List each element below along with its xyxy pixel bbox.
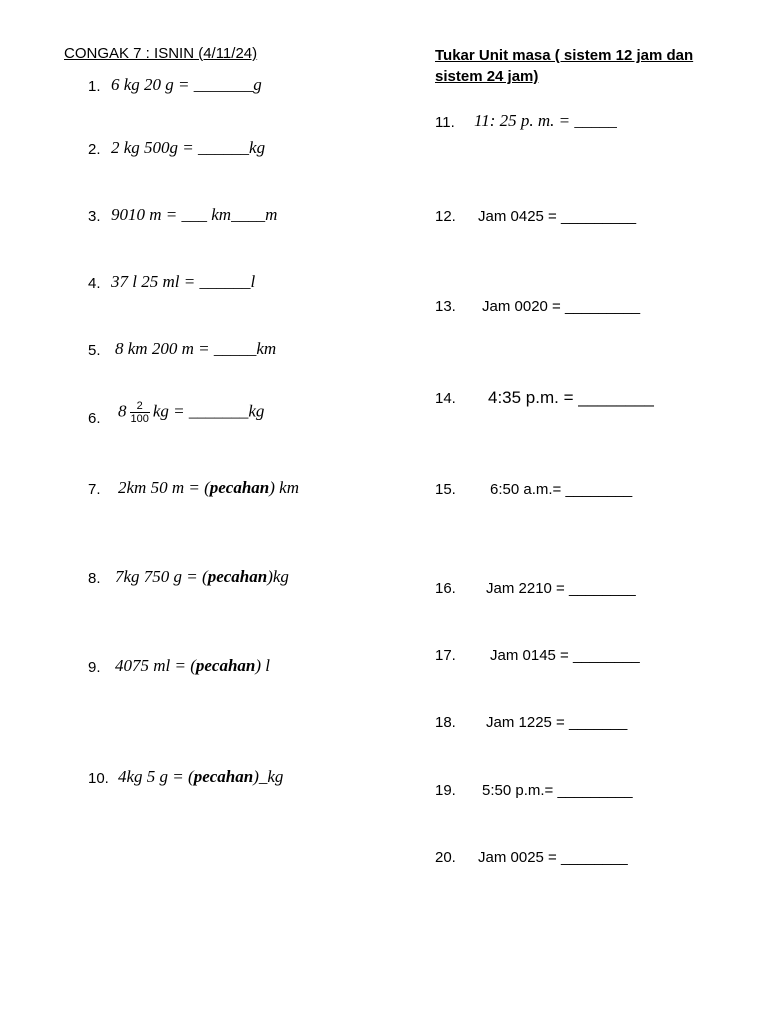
question-number: 5.	[88, 342, 101, 359]
question-text-post: ) l	[255, 656, 271, 675]
question-text-pre: 4075 ml = (	[115, 656, 196, 675]
question-number: 14.	[435, 390, 456, 407]
question-text-pre: 2km 50 m = (	[118, 478, 210, 497]
question-text-pre: 7kg 750 g = (	[115, 567, 208, 586]
question-number: 7.	[88, 481, 101, 498]
section-title: Tukar Unit masa ( sistem 12 jam dan sistem 24 jam)	[435, 47, 694, 85]
fraction	[130, 400, 150, 425]
question-text-bold: pecahan	[195, 656, 256, 675]
question-text: 37 l 25 ml = ______l	[111, 272, 256, 291]
question-text: 11: 25 p. m. = _____	[474, 111, 617, 130]
question-text: 9010 m = ___ km____m	[111, 205, 278, 224]
question-text-post: )_kg	[253, 767, 284, 786]
worksheet-title: CONGAK 7 : ISNIN (4/11/24)	[64, 45, 258, 62]
question-text: Jam 0025 = ________	[478, 849, 628, 866]
question-number: 19.	[435, 782, 456, 799]
question-text	[115, 567, 289, 587]
question-number: 10.	[88, 770, 109, 787]
question-text	[118, 478, 299, 498]
question-number: 16.	[435, 580, 456, 597]
question-text: 4:35 p.m. = ________	[488, 388, 654, 407]
question-number: 18.	[435, 714, 456, 731]
question-text-pre: 8	[118, 401, 127, 421]
question-text	[118, 400, 264, 425]
question-text: Jam 1225 = _______	[486, 714, 628, 731]
question-text-bold: pecahan	[209, 478, 270, 497]
question-number: 17.	[435, 647, 456, 664]
question-text-pre: 4kg 5 g = (	[118, 767, 194, 786]
question-text: 2 kg 500g = ______kg	[111, 138, 266, 157]
question-text: 8 km 200 m = _____km	[115, 339, 277, 358]
question-text	[115, 656, 270, 676]
question-number: 1.	[88, 78, 101, 95]
question-number: 2.	[88, 141, 101, 158]
question-number: 4.	[88, 275, 101, 292]
question-text	[118, 767, 283, 787]
question-number: 15.	[435, 481, 456, 498]
question-number: 12.	[435, 208, 456, 225]
fraction-numerator: 2	[130, 400, 150, 413]
question-number: 9.	[88, 659, 101, 676]
question-text-bold: pecahan	[193, 767, 254, 786]
question-text: 6:50 a.m.= ________	[490, 481, 633, 498]
question-number: 8.	[88, 570, 101, 587]
question-number: 20.	[435, 849, 456, 866]
fraction-denominator: 100	[130, 413, 149, 425]
question-text: Jam 2210 = ________	[486, 580, 636, 597]
question-text: Jam 0145 = ________	[490, 647, 640, 664]
question-text: Jam 0020 = _________	[482, 298, 641, 315]
question-text-post: )kg	[267, 567, 289, 586]
question-text-post: kg = _______kg	[152, 401, 265, 421]
question-number: 3.	[88, 208, 101, 225]
question-text: 6 kg 20 g = _______g	[111, 75, 262, 94]
question-text: Jam 0425 = _________	[478, 208, 637, 225]
question-text: 5:50 p.m.= _________	[482, 782, 633, 799]
question-number: 11.	[435, 114, 455, 131]
question-text-bold: pecahan	[207, 567, 268, 586]
question-number: 13.	[435, 298, 456, 315]
question-text-post: ) km	[269, 478, 299, 497]
question-number: 6.	[88, 410, 101, 427]
